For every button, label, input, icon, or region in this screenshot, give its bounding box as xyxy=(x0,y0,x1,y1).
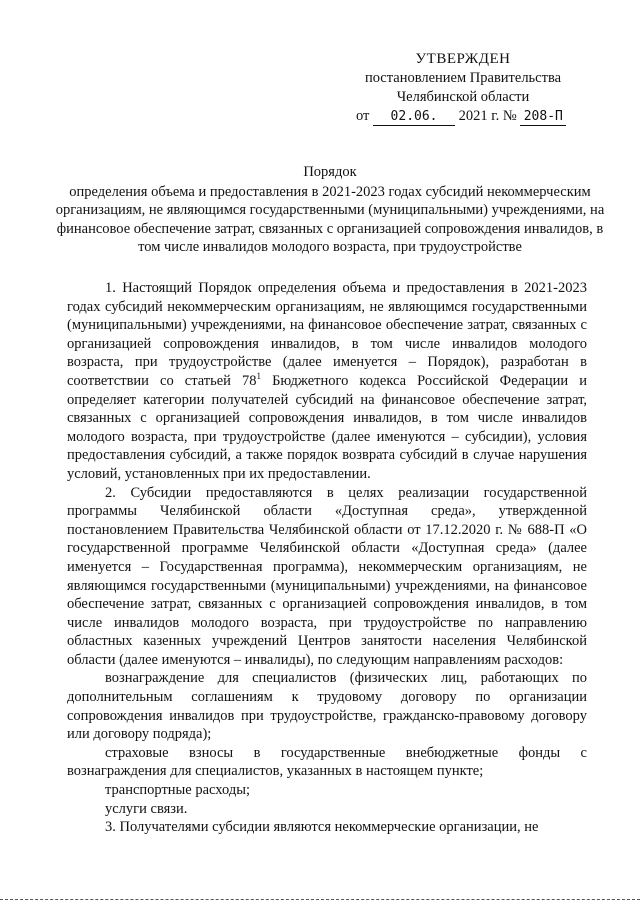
paragraph-2: 2. Субсидии предоставляются в целях реализации государственной программы Челябинской области «Доступная среда», утвержденной постановлением Правительства Челябинской области от 17.12.2020 г. № 688-П «О государственной программе Челябинской области «Доступная среда» (далее именуется – Государственная программа), некоммерческим организациям, не являющимся государственными (муниципальными) учреждениями, на финансовое обеспечение затрат, связанных с организацией сопровождения инвалидов, в том числе инвалидов молодого возраста, при трудоустройстве по направлению областных казенных учреждений Центров занятости населения Челябинской области (далее именуются – инвалиды), по следующим направлениям расходов: xyxy=(67,484,587,668)
approval-heading: УТВЕРЖДЕН xyxy=(415,51,511,67)
paragraph-1-part-a: 1. Настоящий Порядок определения объема и предоставления в 2021-2023 годах субсидий некоммерческим организациям, не являющимся государственными (муниципальными) учреждениями, на финансовое обеспечение затрат, связанных с организацией сопровождения инвалидов, в том числе инвалидов молодого возраста, при трудоустройстве (далее именуется – Порядок), разработан в соответствии со статьей 78 xyxy=(67,280,587,389)
list-item-remuneration: вознаграждение для специалистов (физических лиц, работающих по дополнительным соглашениям к трудовому договору по организации сопровождения инвалидов при трудоустройстве, гражданско-правовому договору или договору подряда); xyxy=(67,670,587,743)
handwritten-date: 02.06. xyxy=(373,109,455,126)
approval-date-line xyxy=(356,107,568,126)
list-item-insurance: страховые взносы в государственные внебюджетные фонды с вознаграждения для специалистов, указанных в настоящем пункте; xyxy=(67,744,587,780)
list-item-communication: услуги связи. xyxy=(105,800,188,817)
year-text: 2021 г. № xyxy=(458,108,517,124)
document-body xyxy=(67,279,587,837)
date-prefix: от xyxy=(356,108,370,124)
title-subtitle: определения объема и предоставления в 2021-2023 годах субсидий некоммерческим организациям, не являющимся государственными (муниципальными) учреждениями, на финансовое обеспечение затрат, связанных с организацией сопровождения инвалидов, в том числе инвалидов молодого возраста, при трудоустройстве xyxy=(55,183,605,256)
title-word: Порядок xyxy=(303,164,357,180)
handwritten-number: 208-П xyxy=(520,109,566,126)
paragraph-1-part-b: Бюджетного кодекса Российской Федерации и определяет категории получателей субсидий на финансовое обеспечение затрат, связанных с организацией сопровождения инвалидов, в том числе инвалидов молодого возраста, при трудоустройстве (далее именуются – субсидии), условия предоставления субсидий, а также порядок возврата субсидий в случае нарушения условий, установленных при их предоставлении. xyxy=(67,372,587,482)
paragraph-3: 3. Получателями субсидии являются некоммерческие организации, не xyxy=(105,819,539,836)
page-bottom-divider xyxy=(0,899,640,901)
approval-line-1: постановлением Правительства xyxy=(364,70,562,86)
approval-stamp xyxy=(358,50,568,126)
document-title xyxy=(50,163,610,257)
approval-line-2: Челябинской области xyxy=(396,89,530,105)
paragraph-1 xyxy=(67,279,587,484)
list-item-transport: транспортные расходы; xyxy=(105,782,250,799)
article-superscript: 1 xyxy=(256,371,261,382)
